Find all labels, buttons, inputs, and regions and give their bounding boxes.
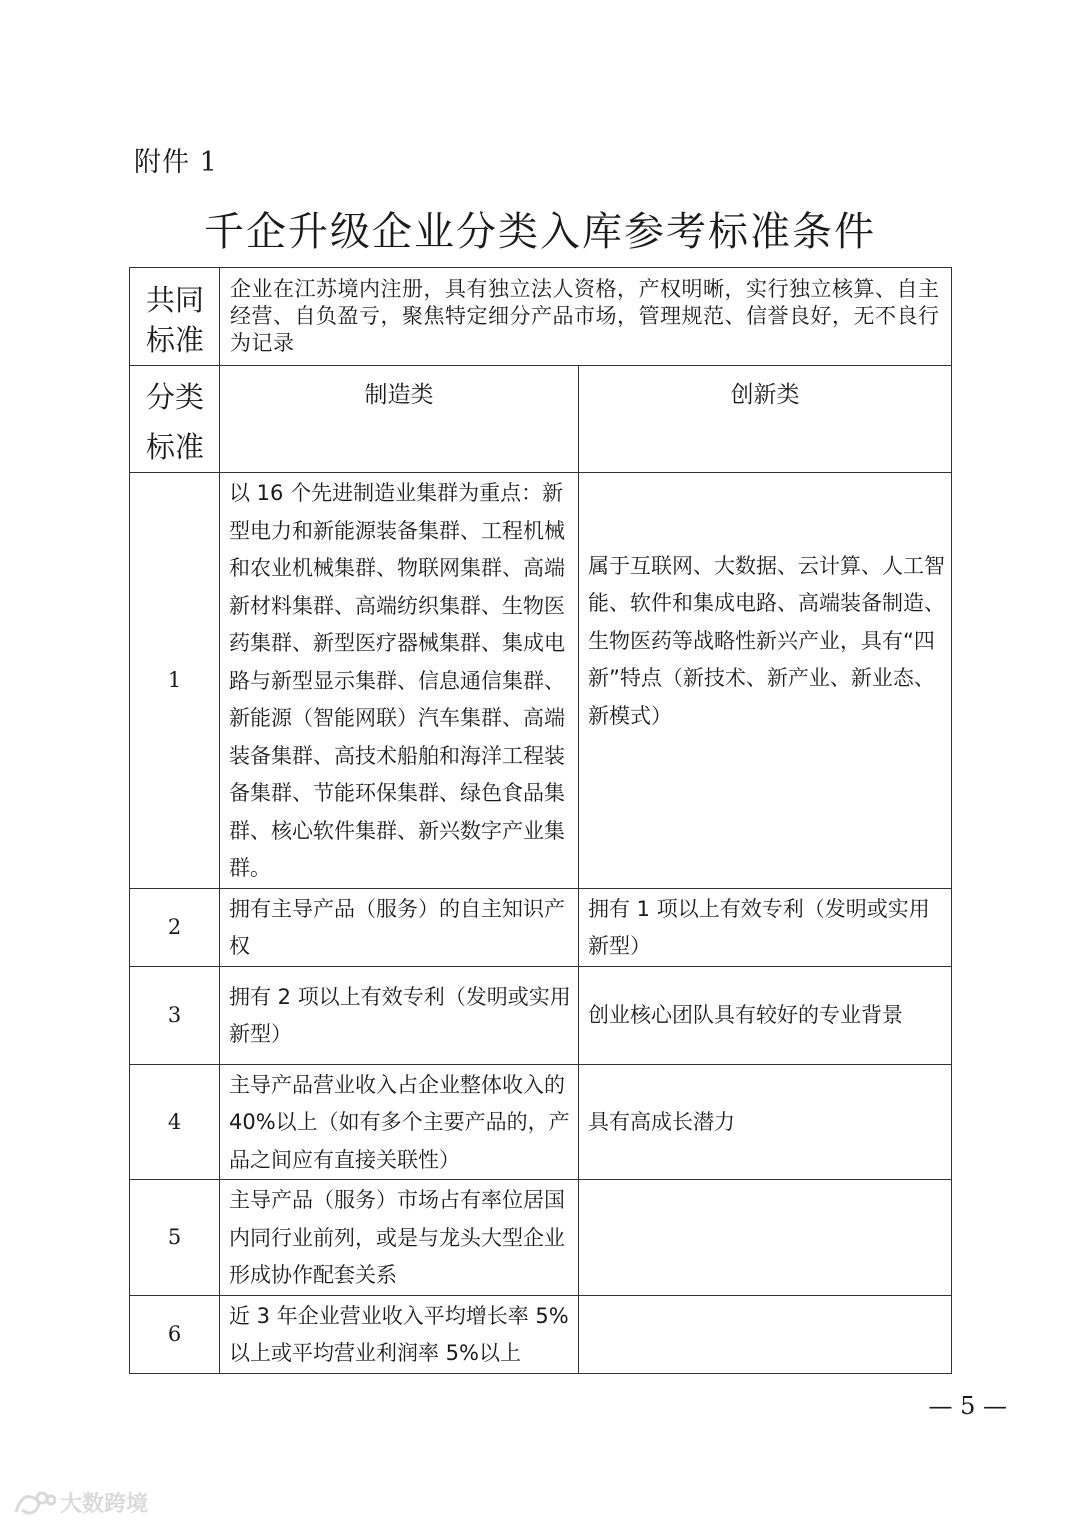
table-row — [130, 966, 952, 1064]
table-row — [130, 473, 952, 889]
watermark — [12, 1487, 148, 1518]
manufacturing-criteria: 拥有 2 项以上有效专利（发明或实用新型） — [220, 966, 579, 1064]
standards-table — [129, 267, 952, 1374]
manufacturing-criteria: 近 3 年企业营业收入平均增长率 5%以上或平均营业利润率 5%以上 — [220, 1295, 579, 1373]
innovation-criteria: 具有高成长潜力 — [579, 1064, 952, 1180]
table-row — [130, 1180, 952, 1296]
common-standard-label: 共同标准 — [130, 268, 220, 366]
manufacturing-criteria: 拥有主导产品（服务）的自主知识产权 — [220, 888, 579, 966]
column-header-innovation: 创新类 — [579, 366, 952, 473]
table-row — [130, 1064, 952, 1180]
manufacturing-criteria: 主导产品（服务）市场占有率位居国内同行业前列，或是与龙头大型企业形成协作配套关系 — [220, 1180, 579, 1296]
innovation-criteria: 属于互联网、大数据、云计算、人工智能、软件和集成电路、高端装备制造、生物医药等战略性新兴产业，具有“四新”特点（新技术、新产业、新业态、新模式） — [579, 473, 952, 889]
page-title: 千企升级企业分类入库参考标准条件 — [204, 209, 876, 255]
classification-label: 分类标准 — [130, 366, 220, 473]
watermark-text: 大数跨境 — [60, 1492, 149, 1517]
common-standard-text: 企业在江苏境内注册，具有独立法人资格，产权明晰，实行独立核算、自主经营、自负盈亏，聚焦特定细分产品市场，管理规范、信誉良好，无不良行为记录 — [220, 268, 952, 366]
common-standard-row — [130, 268, 952, 366]
row-number: 6 — [130, 1295, 220, 1373]
table-row — [130, 1295, 952, 1373]
row-number: 5 — [130, 1180, 220, 1296]
page-number: — 5 — — [928, 1392, 1007, 1420]
row-number: 3 — [130, 966, 220, 1064]
row-number: 4 — [130, 1064, 220, 1180]
innovation-criteria — [579, 1180, 952, 1296]
manufacturing-criteria: 主导产品营业收入占企业整体收入的 40%以上（如有多个主要产品的，产品之间应有直接关联性） — [220, 1064, 579, 1180]
innovation-criteria: 拥有 1 项以上有效专利（发明或实用新型） — [579, 888, 952, 966]
header-row — [130, 366, 952, 473]
watermark-logo-icon — [12, 1488, 56, 1518]
innovation-criteria: 创业核心团队具有较好的专业背景 — [579, 966, 952, 1064]
innovation-criteria — [579, 1295, 952, 1373]
row-number: 2 — [130, 888, 220, 966]
column-header-manufacturing: 制造类 — [220, 366, 579, 473]
table-row — [130, 888, 952, 966]
attachment-label: 附件 1 — [134, 147, 218, 178]
manufacturing-criteria: 以 16 个先进制造业集群为重点：新型电力和新能源装备集群、工程机械和农业机械集群、物联网集群、高端新材料集群、高端纺织集群、生物医药集群、新型医疗器械集群、集成电路与新型显示集群、信息通信集群、新能源（智能网联）汽车集群、高端装备集群、高技术船舶和海洋工程装备集群、节能环保集群、绿色食品集群、核心软件集群、新兴数字产业集群。 — [220, 473, 579, 889]
row-number: 1 — [130, 473, 220, 889]
